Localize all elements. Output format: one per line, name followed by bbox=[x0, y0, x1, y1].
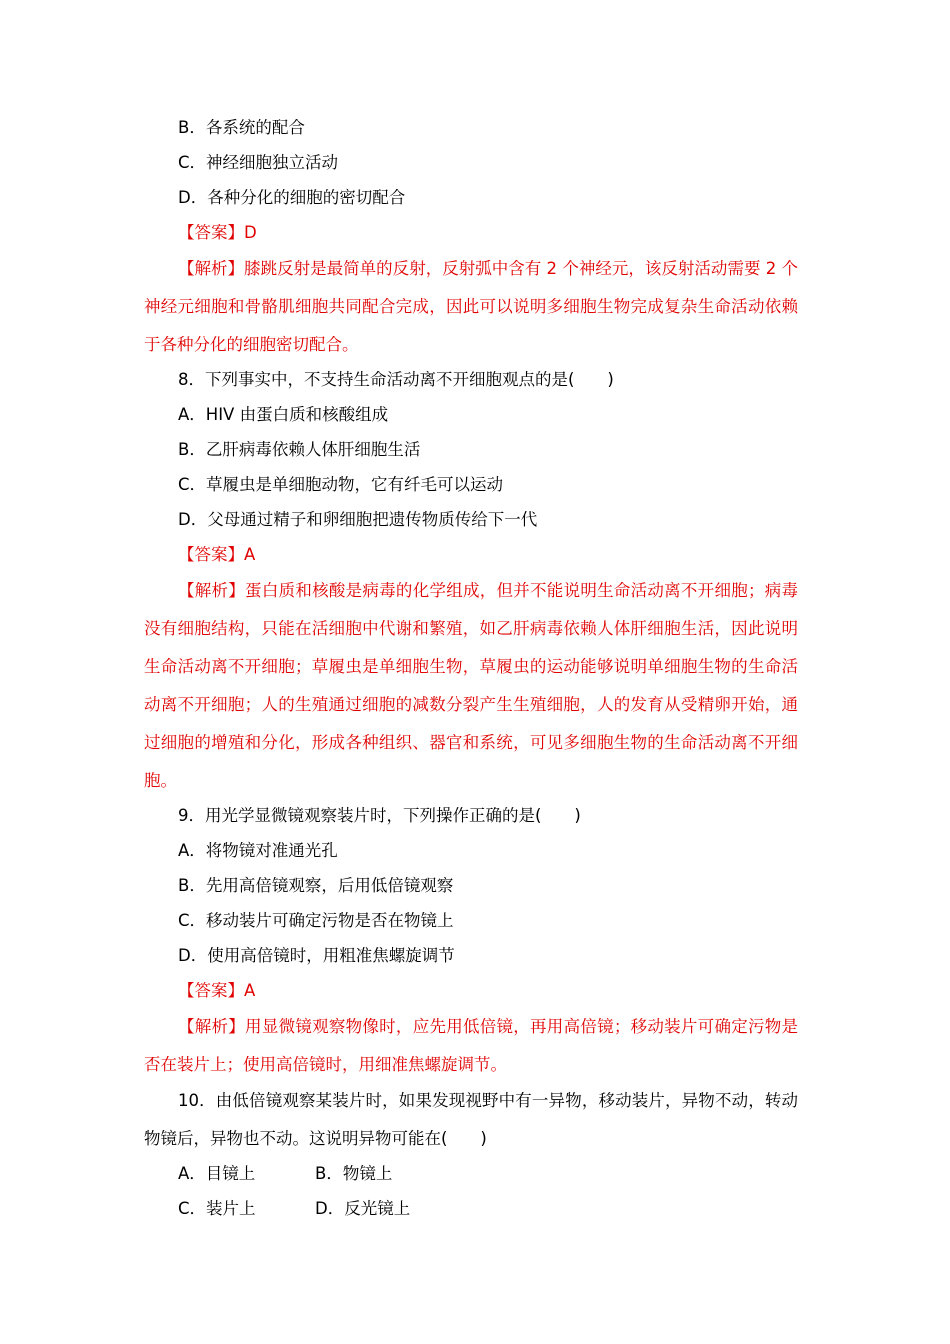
q7-option-b: B．各系统的配合 bbox=[178, 118, 305, 137]
q7-option-d: D．各种分化的细胞的密切配合 bbox=[178, 188, 406, 207]
q7-option-c: C．神经细胞独立活动 bbox=[178, 153, 339, 172]
q9-explanation: 【解析】用显微镜观察物像时，应先用低倍镜，再用高倍镜；移动装片可确定污物是否在装片上；使用高倍镜时，用细准焦螺旋调节。 bbox=[144, 1017, 798, 1074]
q9-option-a: A．将物镜对准通光孔 bbox=[178, 841, 338, 860]
q8-explanation: 【解析】蛋白质和核酸是病毒的化学组成，但并不能说明生命活动离不开细胞；病毒没有细胞结构，只能在活细胞中代谢和繁殖，如乙肝病毒依赖人体肝细胞生活，因此说明生命活动离不开细胞；草履虫是单细胞生物，草履虫的运动能够说明单细胞生物的生命活动离不开细胞；人的生殖通过细胞的减数分裂产生生殖细胞，人的发育从受精卵开始，通过细胞的增殖和分化，形成各种组织、器官和系统，可见多细胞生物的生命活动离不开细胞。 bbox=[144, 581, 798, 790]
q10-options-row-1 bbox=[144, 1156, 798, 1191]
q8-option-b: B．乙肝病毒依赖人体肝细胞生活 bbox=[178, 440, 421, 459]
q10-option-d: D．反光镜上 bbox=[315, 1199, 411, 1218]
q10-option-b: B．物镜上 bbox=[315, 1164, 393, 1183]
q9-option-b: B．先用高倍镜观察，后用低倍镜观察 bbox=[178, 876, 454, 895]
q7-answer: 【答案】D bbox=[178, 223, 257, 242]
q8-option-d: D．父母通过精子和卵细胞把遗传物质传给下一代 bbox=[178, 510, 538, 529]
q10-option-a: A．目镜上 bbox=[178, 1164, 256, 1183]
q10-options-row-2 bbox=[144, 1191, 798, 1226]
q9-stem: 9．用光学显微镜观察装片时，下列操作正确的是( ) bbox=[178, 806, 581, 825]
q9-answer: 【答案】A bbox=[178, 981, 256, 1000]
q9-option-c: C．移动装片可确定污物是否在物镜上 bbox=[178, 911, 454, 930]
q10-stem: 10．由低倍镜观察某装片时，如果发现视野中有一异物，移动装片，异物不动，转动物镜后，异物也不动。这说明异物可能在( ) bbox=[144, 1091, 798, 1148]
q8-stem: 8．下列事实中，不支持生命活动离不开细胞观点的是( ) bbox=[178, 370, 614, 389]
document-page bbox=[144, 110, 798, 1226]
q10-option-c: C．装片上 bbox=[178, 1199, 256, 1218]
q7-explanation: 【解析】膝跳反射是最简单的反射，反射弧中含有 2 个神经元，该反射活动需要 2 个神经元细胞和骨骼肌细胞共同配合完成，因此可以说明多细胞生物完成复杂生命活动依赖于各种分化的细胞密切配合。 bbox=[144, 259, 798, 354]
q8-option-a: A．HIV 由蛋白质和核酸组成 bbox=[178, 405, 389, 424]
q8-answer: 【答案】A bbox=[178, 545, 256, 564]
q9-option-d: D．使用高倍镜时，用粗准焦螺旋调节 bbox=[178, 946, 455, 965]
q8-option-c: C．草履虫是单细胞动物，它有纤毛可以运动 bbox=[178, 475, 504, 494]
